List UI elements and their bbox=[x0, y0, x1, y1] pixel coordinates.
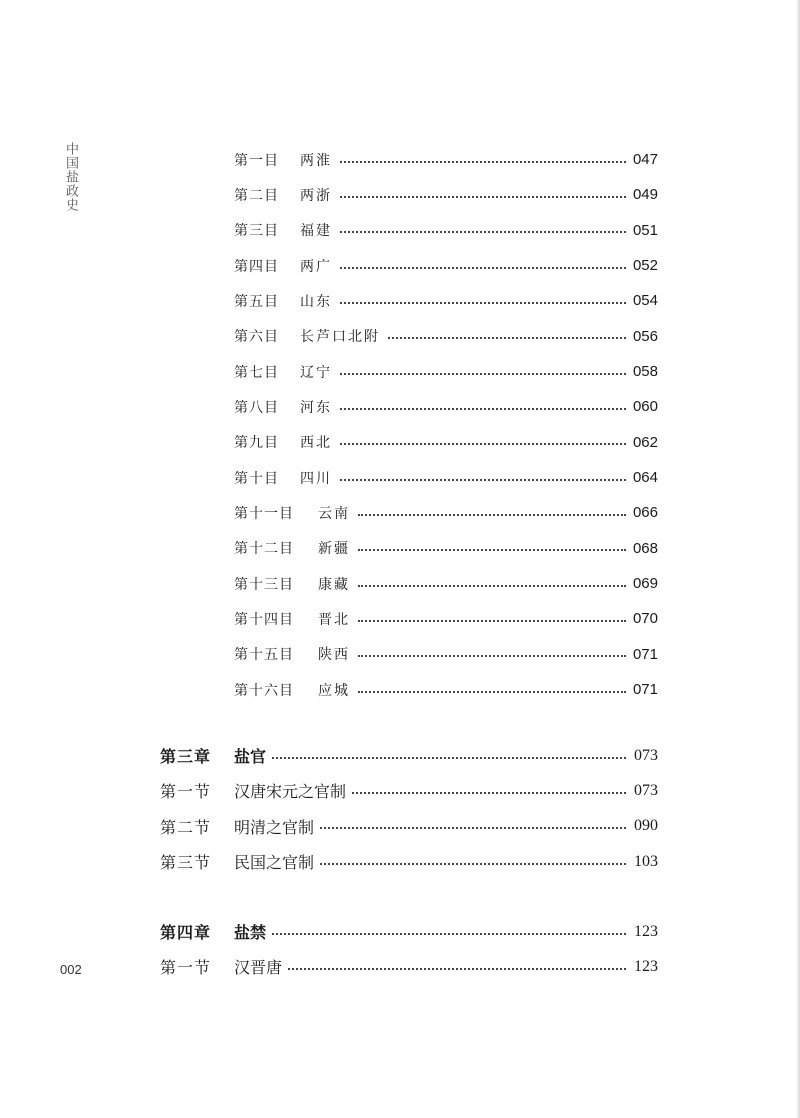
section-title: 明清之官制 bbox=[234, 817, 315, 837]
chapter-4-block bbox=[160, 914, 658, 985]
subsection-number: 第十二目 bbox=[234, 541, 294, 558]
subsection-number: 第九目 bbox=[234, 435, 279, 452]
subsection-title: 应城 bbox=[318, 682, 350, 699]
subsection-number: 第五目 bbox=[234, 293, 279, 310]
section-title: 民国之官制 bbox=[234, 853, 315, 873]
toc-section-row[interactable] bbox=[160, 844, 658, 879]
toc-subsection-row[interactable] bbox=[234, 283, 658, 318]
subsection-title: 福建 bbox=[300, 223, 332, 240]
chapter-title: 盐官 bbox=[234, 747, 267, 767]
subsection-title: 河东 bbox=[300, 399, 332, 416]
toc-subsection-row[interactable] bbox=[234, 425, 658, 460]
toc-subsection-row[interactable] bbox=[234, 248, 658, 283]
page-reference: 103 bbox=[634, 852, 658, 870]
subsection-title: 两浙 bbox=[300, 187, 332, 204]
page-reference: 068 bbox=[632, 539, 658, 557]
toc-section-row[interactable] bbox=[160, 809, 658, 844]
subsection-title: 晋北 bbox=[318, 611, 350, 628]
toc-subsection-row[interactable] bbox=[234, 531, 658, 566]
dot-leader bbox=[272, 757, 626, 759]
subsection-title: 西北 bbox=[300, 435, 332, 452]
page-reference: 123 bbox=[634, 922, 658, 940]
subsection-list bbox=[234, 142, 658, 707]
dot-leader bbox=[288, 968, 626, 970]
page-reference: 073 bbox=[634, 781, 658, 799]
subsection-title: 长芦口北附 bbox=[300, 329, 380, 346]
toc-subsection-row[interactable] bbox=[234, 637, 658, 672]
toc-subsection-row[interactable] bbox=[234, 354, 658, 389]
dot-leader bbox=[320, 863, 626, 865]
subsection-number: 第十一目 bbox=[234, 505, 294, 522]
dot-leader bbox=[272, 933, 626, 935]
toc-subsection-row[interactable] bbox=[234, 460, 658, 495]
page-reference: 054 bbox=[632, 292, 658, 310]
toc-section-row[interactable] bbox=[160, 949, 658, 984]
page-reference: 070 bbox=[632, 610, 658, 628]
chapter-title: 盐禁 bbox=[234, 923, 267, 943]
toc-chapter-row[interactable] bbox=[160, 738, 658, 773]
dot-leader bbox=[340, 196, 626, 198]
subsection-title: 山东 bbox=[300, 293, 332, 310]
toc-subsection-row[interactable] bbox=[234, 177, 658, 212]
toc-subsection-row[interactable] bbox=[234, 495, 658, 530]
page-reference: 051 bbox=[632, 221, 658, 239]
toc-subsection-row[interactable] bbox=[234, 672, 658, 707]
dot-leader bbox=[340, 161, 626, 163]
dot-leader bbox=[358, 620, 626, 622]
subsection-title: 康藏 bbox=[318, 576, 350, 593]
dot-leader bbox=[388, 337, 626, 339]
dot-leader bbox=[340, 267, 626, 269]
toc-chapter-row[interactable] bbox=[160, 914, 658, 949]
subsection-number: 第一目 bbox=[234, 152, 279, 169]
dot-leader bbox=[358, 514, 626, 516]
dot-leader bbox=[358, 655, 626, 657]
subsection-number: 第十四目 bbox=[234, 611, 294, 628]
subsection-number: 第七目 bbox=[234, 364, 279, 381]
subsection-title: 新疆 bbox=[318, 541, 350, 558]
chapter-number: 第四章 bbox=[160, 923, 212, 943]
section-number: 第三节 bbox=[160, 853, 212, 873]
dot-leader bbox=[358, 549, 626, 551]
chapter-number: 第三章 bbox=[160, 747, 212, 767]
page-reference: 090 bbox=[634, 817, 658, 835]
page-reference: 069 bbox=[632, 575, 658, 593]
toc-subsection-row[interactable] bbox=[234, 213, 658, 248]
toc-subsection-row[interactable] bbox=[234, 142, 658, 177]
dot-leader bbox=[340, 231, 626, 233]
chapter-3-block bbox=[160, 738, 658, 879]
subsection-title: 两淮 bbox=[300, 152, 332, 169]
page-reference: 056 bbox=[632, 327, 658, 345]
page-number: 002 bbox=[60, 962, 82, 977]
toc-section-row[interactable] bbox=[160, 773, 658, 808]
page-reference: 064 bbox=[632, 469, 658, 487]
dot-leader bbox=[340, 408, 626, 410]
page-reference: 071 bbox=[632, 681, 658, 699]
section-number: 第一节 bbox=[160, 782, 212, 802]
dot-leader bbox=[340, 373, 626, 375]
page-reference: 123 bbox=[634, 957, 658, 975]
subsection-title: 云南 bbox=[318, 505, 350, 522]
page-reference: 060 bbox=[632, 398, 658, 416]
subsection-number: 第四目 bbox=[234, 258, 279, 275]
subsection-number: 第十三目 bbox=[234, 576, 294, 593]
subsection-title: 两广 bbox=[300, 258, 332, 275]
subsection-number: 第六目 bbox=[234, 329, 279, 346]
dot-leader bbox=[352, 792, 626, 794]
toc-subsection-row[interactable] bbox=[234, 566, 658, 601]
dot-leader bbox=[320, 827, 626, 829]
toc-subsection-row[interactable] bbox=[234, 601, 658, 636]
dot-leader bbox=[340, 302, 626, 304]
dot-leader bbox=[358, 691, 626, 693]
dot-leader bbox=[340, 443, 626, 445]
subsection-number: 第三目 bbox=[234, 223, 279, 240]
page-reference: 066 bbox=[632, 504, 658, 522]
page-reference: 052 bbox=[632, 257, 658, 275]
subsection-number: 第十目 bbox=[234, 470, 279, 487]
toc-subsection-row[interactable] bbox=[234, 389, 658, 424]
subsection-title: 四川 bbox=[300, 470, 332, 487]
page-reference: 071 bbox=[632, 645, 658, 663]
subsection-title: 陕西 bbox=[318, 647, 350, 664]
subsection-title: 辽宁 bbox=[300, 364, 332, 381]
subsection-number: 第十五目 bbox=[234, 647, 294, 664]
section-number: 第二节 bbox=[160, 817, 212, 837]
section-number: 第一节 bbox=[160, 958, 212, 978]
page-reference: 049 bbox=[632, 186, 658, 204]
page-reference: 047 bbox=[632, 151, 658, 169]
section-title: 汉晋唐 bbox=[234, 958, 283, 978]
dot-leader bbox=[340, 479, 626, 481]
page-reference: 062 bbox=[632, 433, 658, 451]
running-head: 中国盐政史 bbox=[63, 142, 78, 212]
section-title: 汉唐宋元之官制 bbox=[234, 782, 347, 802]
page-reference: 058 bbox=[632, 363, 658, 381]
subsection-number: 第二目 bbox=[234, 187, 279, 204]
page-reference: 073 bbox=[634, 746, 658, 764]
page-edge-shadow bbox=[796, 0, 800, 1118]
dot-leader bbox=[358, 585, 626, 587]
subsection-number: 第十六目 bbox=[234, 682, 294, 699]
subsection-number: 第八目 bbox=[234, 399, 279, 416]
toc-subsection-row[interactable] bbox=[234, 319, 658, 354]
